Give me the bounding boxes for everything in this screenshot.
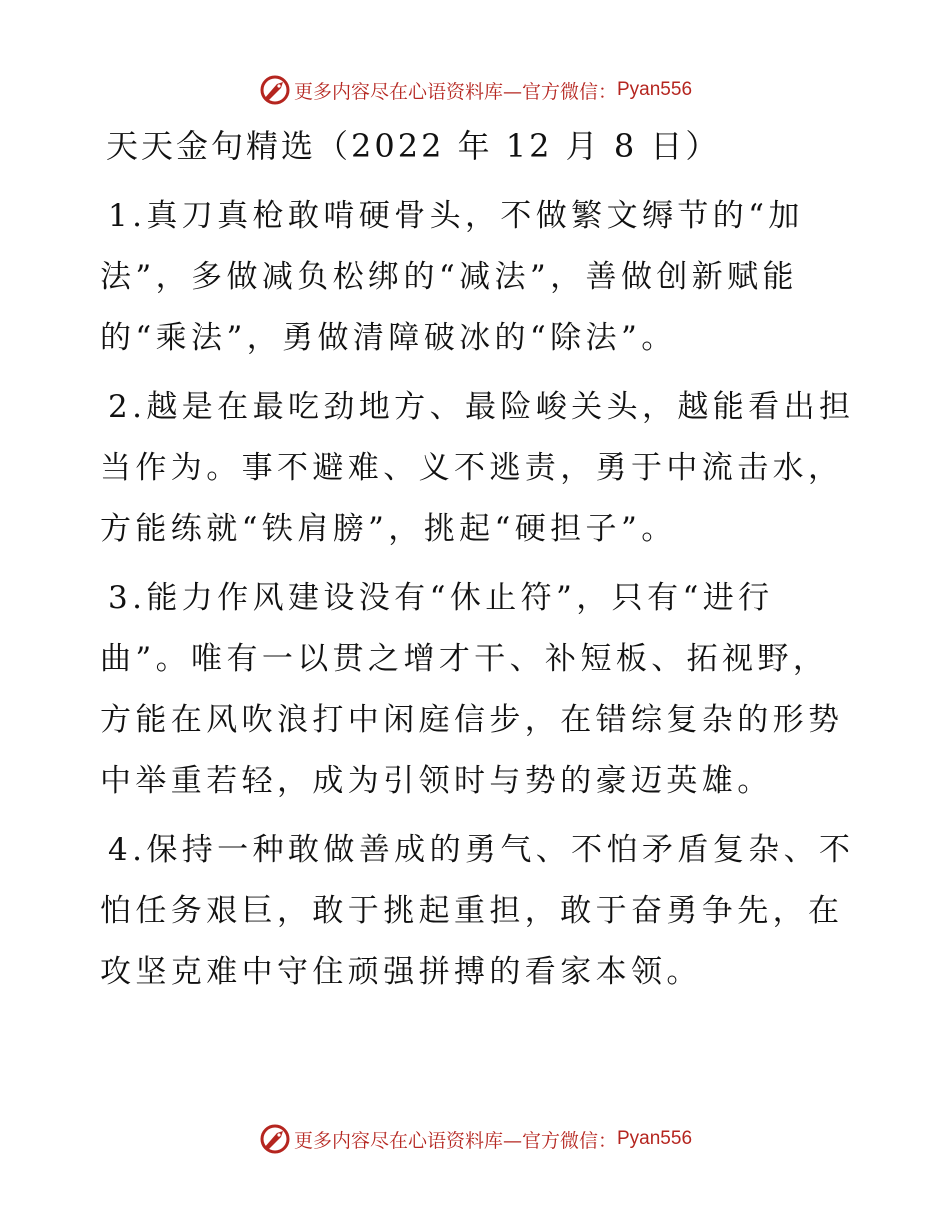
footer-banner-text: 更多内容尽在心语资料库—官方微信：: [293, 1129, 617, 1152]
pen-nib-circle-icon: [258, 1122, 292, 1156]
footer-banner: [0, 1121, 950, 1157]
quote-list: [100, 186, 860, 1011]
quote-paragraph-1: 1.真刀真枪敢啃硬骨头，不做繁文缛节的“加法”，多做减负松绑的“减法”，善做创新赋能的“乘法”，勇做清障破冰的“除法”。: [100, 198, 804, 356]
header-banner-text: 更多内容尽在心语资料库—官方微信：: [293, 80, 617, 103]
header-wechat-id: Pyan556: [617, 79, 693, 100]
quote-paragraph-2: 2.越是在最吃劲地方、最险峻关头，越能看出担当作为。事不避难、义不逃责，勇于中流击水，方能练就“铁肩膀”，挑起“硬担子”。: [100, 389, 855, 547]
quote-paragraph-3: 3.能力作风建设没有“休止符”，只有“进行曲”。唯有一以贯之增才干、补短板、拓视野，方能在风吹浪打中闲庭信步，在错综复杂的形势中举重若轻，成为引领时与势的豪迈英雄。: [100, 580, 844, 799]
footer-wechat-id: Pyan556: [617, 1128, 693, 1149]
header-banner: [0, 72, 950, 108]
pen-nib-circle-icon: [258, 73, 292, 107]
page-title: 天天金句精选（2022 年 12 月 8 日）: [106, 127, 721, 165]
quote-paragraph-4: 4.保持一种敢做善成的勇气、不怕矛盾复杂、不怕任务艰巨，敢于挑起重担，敢于奋勇争先，在攻坚克难中守住顽强拼搏的看家本领。: [100, 832, 855, 990]
